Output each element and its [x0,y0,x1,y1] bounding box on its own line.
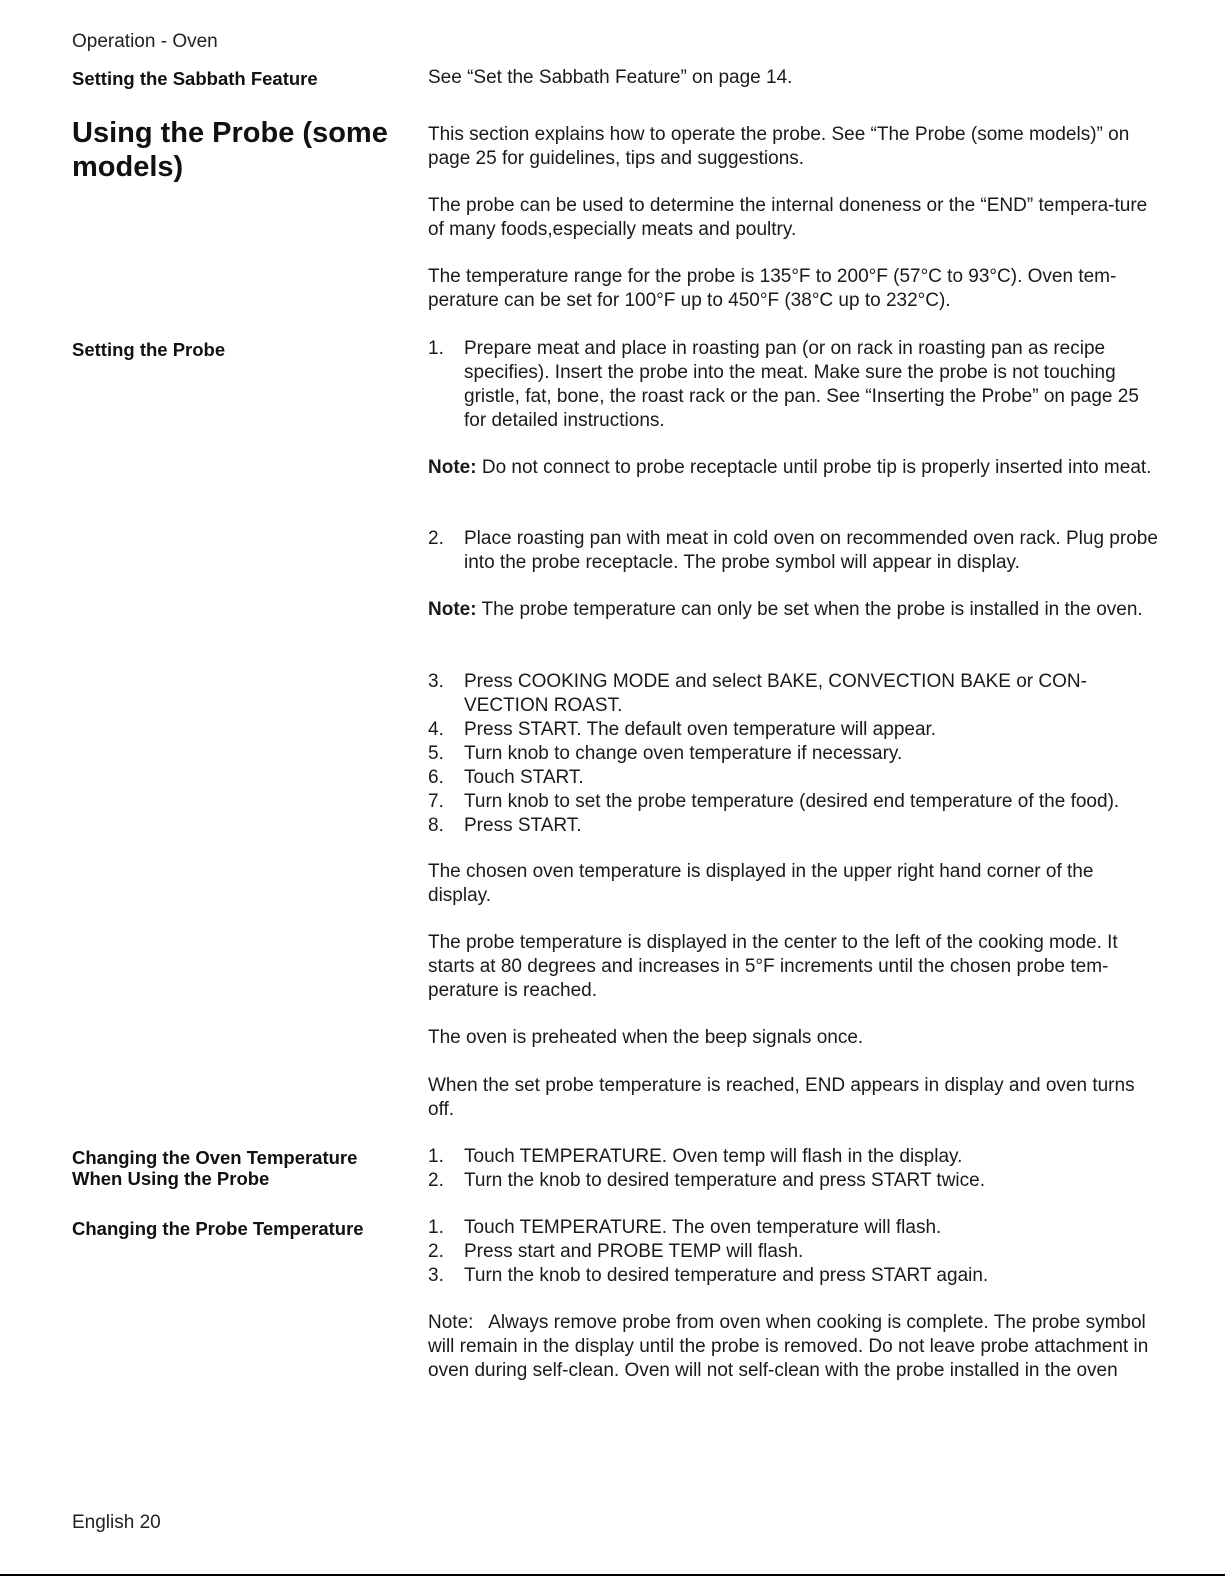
list-item [428,1169,1158,1193]
change-probe-temp-heading: Changing the Probe Temperature [72,1218,364,1239]
intro-paragraph-3: The temperature range for the probe is 135°F to 200°F (57°C to 93°C). Oven tem-perature can be set for 100°F up to 450°F (38°C up to 232°C). [428,266,1117,311]
list-item [428,337,1158,433]
step-number: 7. [428,791,444,812]
note-text: The probe temperature can only be set when the probe is installed in the oven. [481,599,1143,620]
setting-probe-step-2 [428,527,1158,575]
step-number: 2. [428,528,444,549]
list-item [428,527,1158,575]
step-number: 1. [428,1146,444,1167]
change-oven-temp-steps [428,1145,1158,1193]
change-oven-temp-heading: Changing the Oven Temperature When Using the Probe [72,1147,358,1189]
step-text: Turn the knob to desired temperature and press START again. [464,1265,989,1286]
step-text: Touch TEMPERATURE. The oven temperature will flash. [464,1217,942,1238]
setting-probe-step-1 [428,337,1158,433]
list-item [428,670,1158,718]
step-number: 2. [428,1241,444,1262]
list-item [428,742,1158,766]
display-paragraph-3: The oven is preheated when the beep signals once. [428,1027,864,1048]
step-text: Touch TEMPERATURE. Oven temp will flash in the display. [464,1146,963,1167]
intro-paragraph-2: The probe can be used to determine the internal doneness or the “END” tempera-ture of many foods,especially meats and poultry. [428,195,1148,240]
step-number: 8. [428,815,444,836]
note-1 [428,456,1158,480]
step-number: 3. [428,671,444,692]
step-text: Place roasting pan with meat in cold oven on recommended oven rack. Plug probe into the probe receptacle. The probe symbol will appear in display. [464,528,1158,573]
step-text: Press START. [464,815,582,836]
step-text: Press start and PROBE TEMP will flash. [464,1241,804,1262]
list-item [428,766,1158,790]
step-text: Press COOKING MODE and select BAKE, CONVECTION BAKE or CON-VECTION ROAST. [464,671,1087,716]
note-label: Note: [428,599,477,620]
step-number: 6. [428,767,444,788]
step-text: Turn the knob to desired temperature and press START twice. [464,1170,985,1191]
step-text: Turn knob to change oven temperature if necessary. [464,743,903,764]
list-item [428,1264,1158,1288]
step-text: Press START. The default oven temperature will appear. [464,719,937,740]
step-number: 1. [428,1217,444,1238]
probe-section-title: Using the Probe (some models) [72,117,388,183]
step-number: 5. [428,743,444,764]
final-note: Note: Always remove probe from oven when cooking is complete. The probe symbol will remain in the display until the probe is removed. Do not leave probe attachment in oven during self-clean. Oven will not self-clean with the probe installed in the oven [428,1312,1154,1381]
note-2 [428,598,1158,622]
bottom-divider [0,1574,1225,1576]
step-number: 2. [428,1170,444,1191]
sabbath-heading: Setting the Sabbath Feature [72,68,318,89]
list-item [428,814,1158,838]
intro-paragraph-1: This section explains how to operate the probe. See “The Probe (some models)” on page 25 for guidelines, tips and suggestions. [428,124,1130,169]
list-item [428,1216,1158,1240]
page-header: Operation - Oven [72,31,218,52]
change-probe-temp-steps [428,1216,1158,1288]
page-footer: English 20 [72,1512,161,1533]
step-text: Turn knob to set the probe temperature (desired end temperature of the food). [464,791,1120,812]
setting-probe-steps-3-8 [428,670,1158,838]
step-number: 1. [428,338,444,359]
display-paragraph-2: The probe temperature is displayed in the center to the left of the cooking mode. It starts at 80 degrees and increases in 5°F increments until the chosen probe tem-perature is reached. [428,932,1118,1001]
step-number: 4. [428,719,444,740]
list-item [428,718,1158,742]
setting-probe-heading: Setting the Probe [72,339,226,360]
display-paragraph-4: When the set probe temperature is reached, END appears in display and oven turns off. [428,1075,1135,1120]
note-label: Note: [428,457,477,478]
list-item [428,1240,1158,1264]
list-item [428,1145,1158,1169]
sabbath-text: See “Set the Sabbath Feature” on page 14. [428,67,793,88]
step-number: 3. [428,1265,444,1286]
step-text: Prepare meat and place in roasting pan (or on rack in roasting pan as recipe specifies). Insert the probe into the meat. Make sure the probe is not touching gristle, fat, bone, the roast rack or the pan. See “Inserting the Probe” on page 25 for detailed instructions. [464,338,1139,431]
step-text: Touch START. [464,767,584,788]
list-item [428,790,1158,814]
display-paragraph-1: The chosen oven temperature is displayed in the upper right hand corner of the display. [428,861,1094,906]
note-text: Do not connect to probe receptacle until probe tip is properly inserted into meat. [481,457,1152,478]
